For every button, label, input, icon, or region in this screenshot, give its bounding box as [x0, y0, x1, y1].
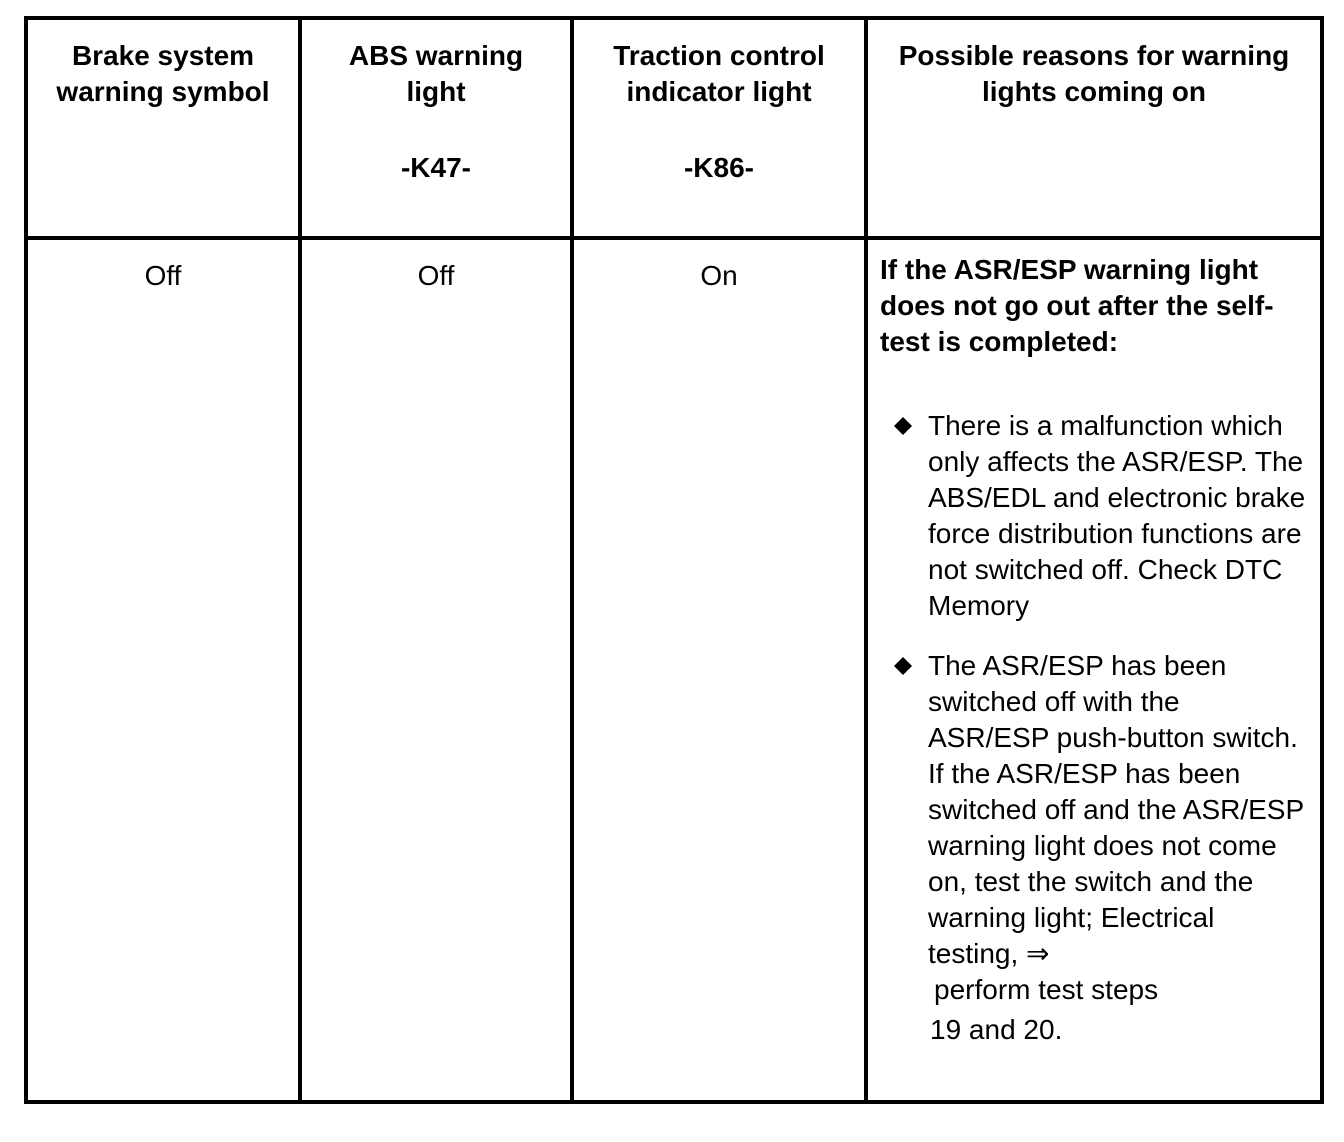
- header-abs-code: -K47-: [400, 152, 471, 183]
- header-traction-control-label: Traction control indicator light: [613, 40, 825, 107]
- table-row: [26, 238, 1322, 1102]
- cell-traction-state: On: [572, 238, 866, 1102]
- reasons-list: [880, 408, 1306, 1048]
- warning-lights-table: [24, 16, 1324, 1104]
- diamond-bullet-icon: [894, 417, 912, 435]
- header-brake-system: [26, 18, 300, 238]
- header-possible-reasons-label: Possible reasons for warning lights coming on: [898, 40, 1290, 107]
- header-abs-warning: [300, 18, 572, 238]
- header-traction-control: [572, 18, 866, 238]
- reason-text-2: The ASR/ESP has been switched off with the ASR/ESP push-button switch. If the ASR/ESP has been switched off and the ASR/ESP warning light does not come on, test the switch and the warning light; Electrical testing, ⇒: [928, 650, 1304, 969]
- reason-text-2-line3: 19 and 20.: [930, 1014, 1063, 1045]
- list-item: [880, 408, 1306, 624]
- condition-text: If the ASR/ESP warning light does not go out after the self-test is completed:: [880, 254, 1274, 357]
- header-possible-reasons: [866, 18, 1322, 238]
- list-item: [880, 648, 1306, 1048]
- diamond-bullet-icon: [894, 657, 912, 675]
- cell-possible-reasons: [866, 238, 1322, 1102]
- header-abs-warning-label: ABS warning light: [348, 40, 524, 107]
- table-header-row: [26, 18, 1322, 238]
- cell-abs-state: Off: [300, 238, 572, 1102]
- reason-text-2-line2: perform test steps: [934, 974, 1159, 1005]
- reason-text-1: There is a malfunction which only affects the ASR/ESP. The ABS/EDL and electronic brake force distribution functions are not switched off. Check DTC Memory: [928, 410, 1306, 621]
- header-brake-system-label: Brake system warning symbol: [56, 40, 270, 107]
- cell-brake-state: Off: [26, 238, 300, 1102]
- header-traction-code: -K86-: [683, 152, 754, 183]
